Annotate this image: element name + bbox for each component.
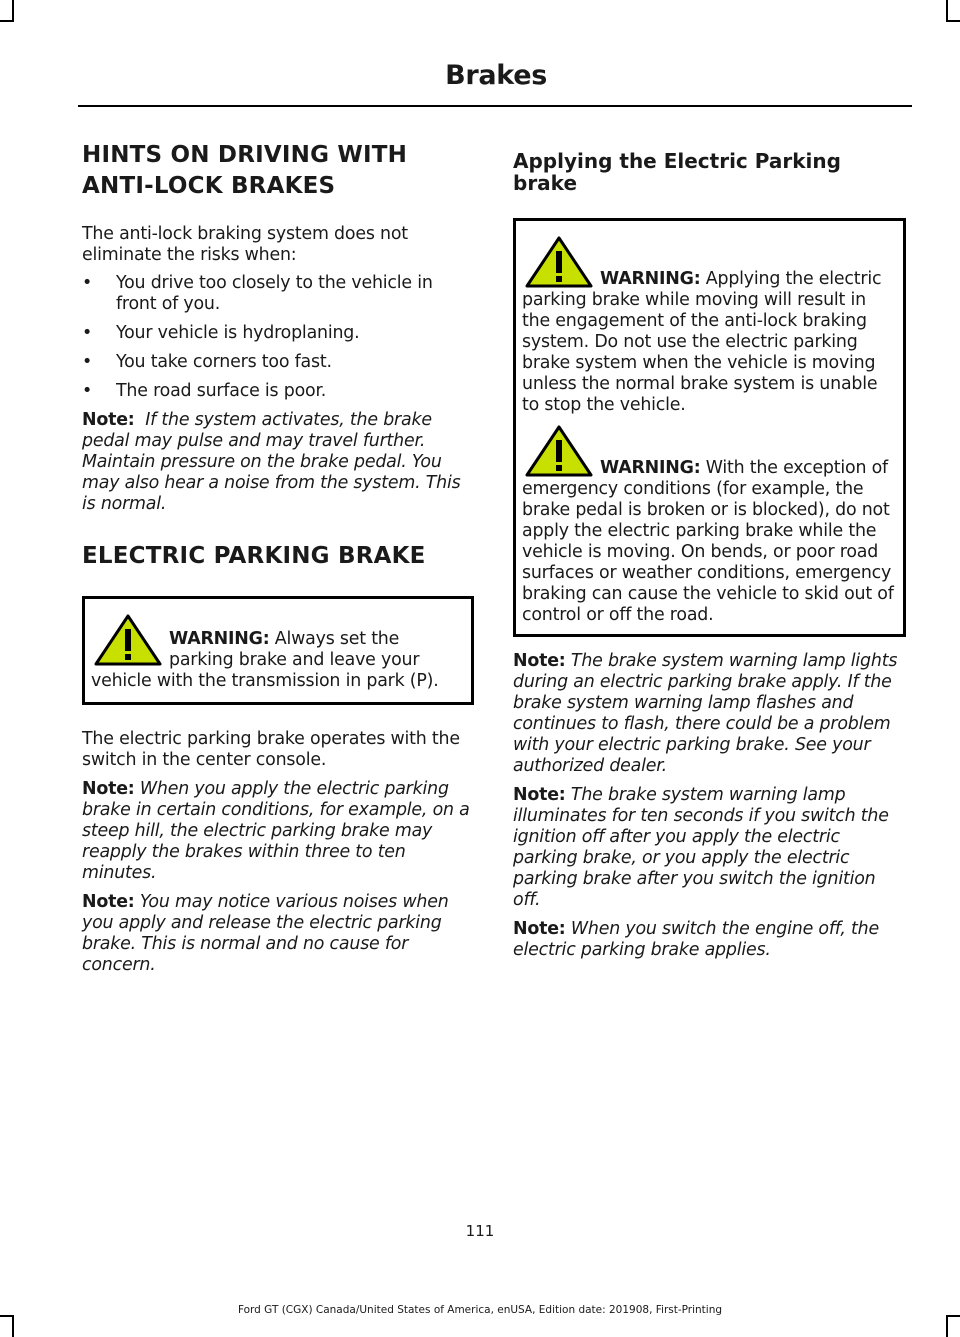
note-lamp-ten-seconds: Note: The brake system warning lamp illuminates for ten seconds if you switch the ignition off after you apply the electric parking brake, or you apply the electric parking brake after you switch the ignition off. [513, 785, 889, 910]
page-header-title: Brakes [445, 60, 547, 91]
list-item: • You take corners too fast. [82, 352, 332, 372]
subsection-heading: Applying the Electric Parking brake [513, 149, 841, 195]
list-item: • Your vehicle is hydroplaning. [82, 323, 360, 343]
footer-edition-text: Ford GT (CGX) Canada/United States of America, enUSA, Edition date: 201908, First-Printing [237, 1304, 723, 1316]
warning-box [513, 218, 906, 637]
header-divider [78, 105, 912, 107]
risk-list [82, 273, 474, 402]
note-reapply: Note: When you apply the electric parking brake in certain conditions, for example, on a steep hill, the electric parking brake may reapply the brakes within three to ten minutes. [82, 779, 470, 883]
crop-mark [12, 1315, 14, 1337]
left-column [82, 140, 474, 976]
section-heading-epb: ELECTRIC PARKING BRAKE [82, 543, 426, 569]
crop-mark [946, 1315, 948, 1337]
page-number: 111 [465, 1222, 495, 1240]
crop-mark [0, 20, 14, 22]
note-engine-off: Note: When you switch the engine off, the electric parking brake applies. [513, 919, 879, 960]
note-lamp-lights: Note: The brake system warning lamp lights during an electric parking brake apply. If the brake system warning lamp flashes and continues to flash, there could be a problem with your electric parking brake. See your authorized dealer. [513, 651, 898, 776]
list-item: • You drive too closely to the vehicle in front of you. [82, 273, 433, 314]
crop-mark [946, 20, 960, 22]
warning-item: WARNING: With the exception of emergency conditions (for example, the brake pedal is broken or is blocked), do not apply the electric parking brake while the vehicle is moving. On bends, or poor road surfaces or weather conditions, emergency braking can cause the vehicle to skid out of control or off the road. [522, 430, 897, 626]
warning-triangle-icon [524, 235, 594, 289]
list-item: • The road surface is poor. [82, 381, 327, 401]
crop-mark [12, 0, 14, 22]
section-heading-abs: HINTS ON DRIVING WITH ANTI-LOCK BRAKES [82, 142, 408, 199]
warning-item: WARNING: Always set the parking brake and leave your vehicle with the transmission in park (P). [91, 619, 465, 692]
warning-triangle-icon [524, 424, 594, 478]
warning-item: WARNING: Applying the electric parking brake while moving will result in the engagement of the anti-lock braking system. Do not use the electric parking brake system when the vehicle is moving unless the normal brake system is unable to stop the vehicle. [522, 241, 897, 416]
right-column [513, 140, 906, 961]
warning-triangle-icon [93, 613, 163, 667]
epb-switch-text: The electric parking brake operates with the switch in the center console. [82, 729, 460, 770]
note-abs: Note: If the system activates, the brake pedal may pulse and may travel further. Maintain pressure on the brake pedal. You may also hear a noise from the system. This is normal. [82, 410, 461, 514]
warning-box [82, 596, 474, 705]
abs-intro: The anti-lock braking system does not eliminate the risks when: [82, 224, 408, 265]
crop-mark [946, 0, 948, 22]
note-noises: Note: You may notice various noises when you apply and release the electric parking brake. This is normal and no cause for concern. [82, 892, 449, 975]
